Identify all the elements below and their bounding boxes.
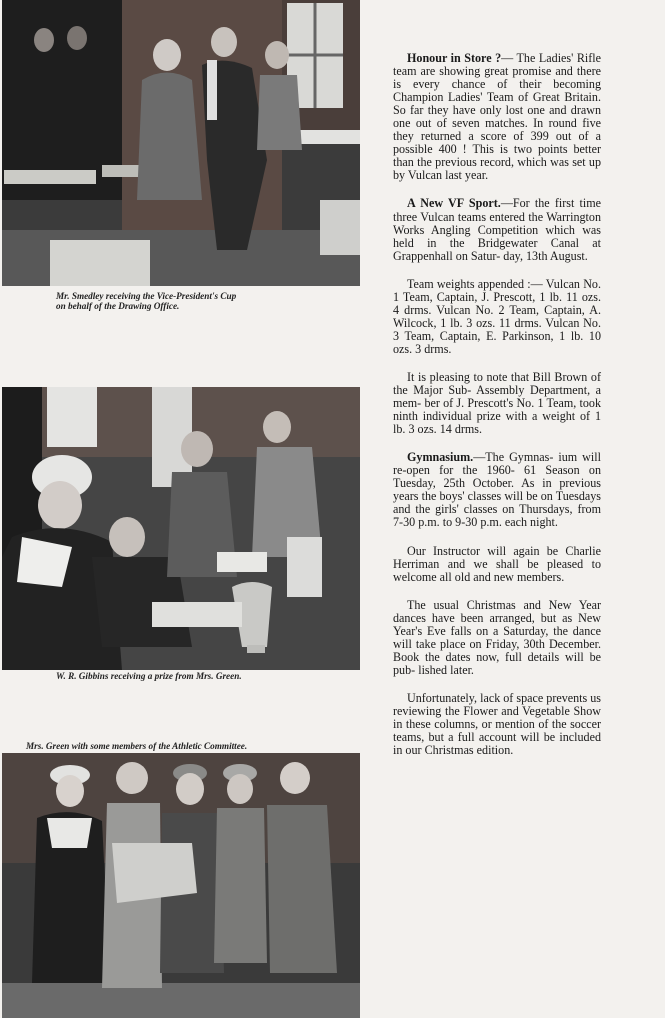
article-line: the boys' classes will be on (421, 489, 553, 504)
article-paragraph (393, 52, 601, 182)
trophy-presentation-photo (2, 0, 360, 286)
article-line: Parkinson, 1 lb. 10 ozs. 3 drms. (393, 328, 601, 356)
article-line: —The Gymnas- (473, 450, 554, 465)
article-line: 61 Season on Tuesday, 25th (393, 463, 602, 491)
article-line: these columns, or mention of (405, 717, 549, 732)
article-paragraph (393, 371, 601, 436)
article-line: entered the Warrington Works (393, 209, 601, 237)
article-line: day, 13th August. (503, 248, 588, 263)
article-paragraph (393, 278, 601, 356)
article-line: 30th December. Book the dates (393, 636, 601, 664)
article-line: Bill Brown of the Major Sub- (393, 369, 601, 398)
article-paragraph (393, 599, 601, 677)
article-line: Great Britain. So far they have (393, 90, 601, 118)
article-line: account will be included in our (393, 730, 602, 758)
article-line: Champion Ladies' Team of (393, 90, 529, 105)
article-line: took ninth individual prize (393, 396, 601, 424)
article-line: Vulcan No. 3 Team, Captain, E. (393, 315, 601, 343)
article-line: was held in the Bridgewater (393, 222, 602, 250)
article-line: dance will take place on Friday, (393, 623, 601, 651)
article-line: Assembly Department, a mem- (393, 383, 601, 411)
article-line: It is pleasing to note that (407, 369, 530, 384)
article-line: 14 drms. (439, 422, 483, 437)
article-line: out of seven matches. In round (415, 116, 577, 131)
article-line: A. Wilcock, 1 lb. 3 ozs. 11 drms. (393, 302, 602, 330)
article-line: only lost one and drawn one (393, 103, 602, 131)
article-line: great promise and there is (393, 64, 601, 92)
article-line: Angling Competition which (430, 222, 575, 237)
prize-giving-photo (2, 387, 360, 670)
article-line: the soccer teams, but a full (393, 717, 601, 745)
article-line: Vulcan No. 1 Team, Captain, (393, 276, 602, 304)
article-line: Ladies' Rifle team are showing (393, 51, 602, 79)
article-line: — The (501, 51, 536, 65)
article-line: ber of J. Prescott's No. 1 Team, (424, 396, 577, 411)
article-line: to 9-30 p.m. each night. (442, 515, 558, 530)
article-line: now, full details will be pub- (393, 649, 601, 677)
article-line: and new members. (473, 569, 565, 584)
article-line: five they returned a score of (393, 116, 601, 144)
paragraph-heading: A New VF Sport. (407, 196, 501, 211)
group-portrait-photo (2, 753, 360, 1018)
article-line: Charlie Herriman and we shall (393, 543, 601, 571)
article-line: the previous record, which was (417, 155, 569, 170)
article-line: lished later. (418, 662, 474, 677)
article-column (393, 52, 601, 772)
article-line: on Thursdays, from 7-30 p.m. (393, 502, 601, 530)
caption-prize-giving: W. R. Gibbins receiving a prize from Mrs. Green. (56, 671, 242, 681)
article-line: Vulcan No. 2 Team, Captain, (436, 302, 585, 317)
article-paragraph (393, 545, 601, 584)
paragraph-heading: Gymnasium. (407, 450, 474, 465)
article-line: Team weights appended :— (407, 276, 543, 291)
article-line: prevents us reviewing the (393, 690, 602, 718)
paragraph-heading: Honour in Store ? (407, 51, 502, 65)
caption-trophy-presentation: Mr. Smedley receiving the Vice-President's Cup on behalf of the Drawing Office. (56, 291, 237, 311)
article-line: 399 out of a possible 400 ! (393, 129, 601, 157)
caption-group-portrait: Mrs. Green with some members of the Athletic Committee. (26, 741, 248, 751)
article-line: ium will re-open for the 1960- (393, 450, 601, 478)
article-line: set up by Vulcan last year. (393, 155, 601, 183)
article-line: first time three Vulcan teams (393, 196, 602, 224)
article-line: be pleased to welcome all old (393, 556, 601, 584)
article-line: arranged, but as New Year's (393, 610, 602, 638)
article-line: —For the (500, 196, 550, 211)
article-line: Canal at Grappenhall on Satur- (393, 235, 601, 263)
article-line: October. As in previous years (393, 476, 601, 504)
article-paragraph (393, 692, 601, 757)
article-line: Our Instructor will again be (407, 543, 559, 558)
article-line: The usual Christmas and (407, 597, 541, 612)
article-line: Flower and Vegetable Show in (393, 703, 601, 732)
article-paragraph (393, 197, 601, 262)
article-line: every chance of their becoming (413, 77, 601, 92)
article-line: This is two points better than (393, 142, 602, 170)
article-line: Christmas edition. (424, 743, 514, 758)
article-line: Eve falls on a Saturday, the (426, 623, 568, 638)
article-paragraph (393, 451, 601, 529)
article-line: with a weight of 1 lb. 3 ozs. (393, 409, 601, 437)
article-line: New Year dances have been (393, 597, 601, 625)
article-line: Tuesdays and the girls' classes (393, 489, 601, 517)
article-line: Unfortunately, lack of space (407, 690, 544, 705)
article-line: J. Prescott, 1 lb. 11 ozs. 4 drms. (393, 289, 601, 317)
